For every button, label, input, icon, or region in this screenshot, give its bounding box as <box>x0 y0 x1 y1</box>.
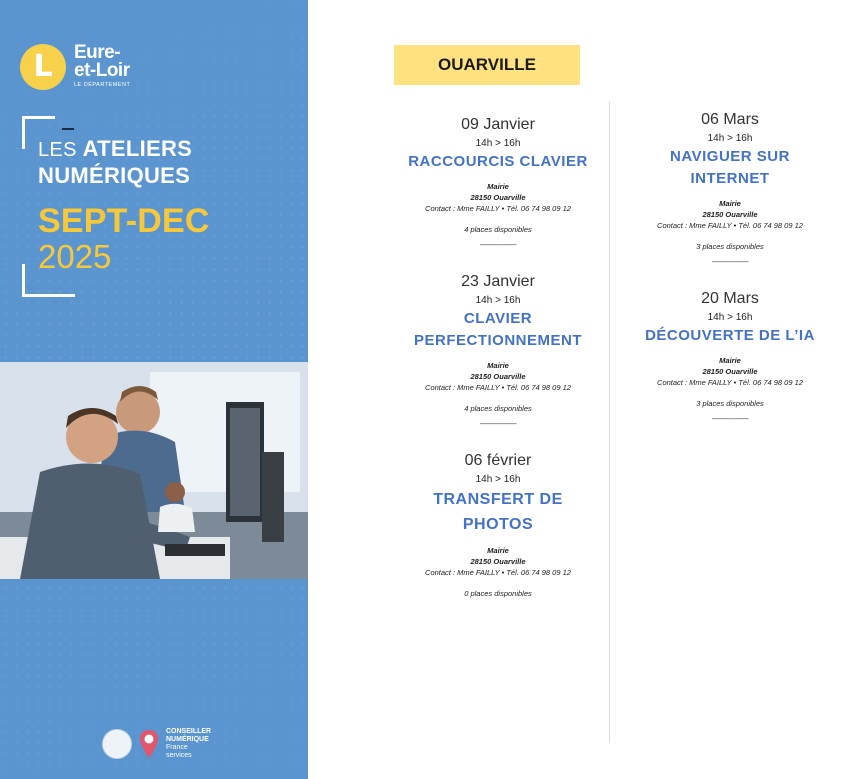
session-title-line: PERFECTIONNEMENT <box>413 332 582 349</box>
city-heading: OUARVILLE <box>394 45 580 85</box>
session-separator: -------------------- <box>479 242 517 249</box>
session-location <box>398 545 598 578</box>
session-title-line: TRANSFERT DE <box>433 491 563 508</box>
office-workers-photo <box>0 362 308 579</box>
session-postcode: 28150 Ouarville <box>470 557 526 566</box>
side-banner <box>0 0 308 779</box>
session-postcode: 28150 Ouarville <box>470 193 526 202</box>
logo-wordmark <box>74 44 130 88</box>
session-venue: Mairie <box>487 182 509 191</box>
session-availability: 3 places disponibles <box>696 399 764 408</box>
session-separator: -------------------- <box>479 421 517 428</box>
title-les: LES <box>38 139 83 161</box>
logo-line-2: et-Loir <box>74 60 130 81</box>
session-separator: -------------------- <box>711 416 749 423</box>
banner-title-line-2: NUMÉRIQUES <box>38 163 191 188</box>
session-location <box>398 360 598 393</box>
session-venue: Mairie <box>719 356 741 365</box>
session-separator: -------------------- <box>711 259 749 266</box>
session-card <box>398 273 598 428</box>
cn-line-1: CONSEILLER <box>166 728 212 735</box>
session-title-line: NAVIGUER SUR <box>670 148 790 165</box>
session-date: 23 Janvier <box>461 273 535 290</box>
session-time: 14h > 16h <box>707 133 753 144</box>
session-date: 06 Mars <box>701 111 759 128</box>
session-title-line: DÉCOUVERTE DE L’IA <box>645 327 815 344</box>
session-date: 09 Janvier <box>461 116 535 133</box>
france-relance-logo-icon <box>102 729 132 759</box>
session-card <box>398 116 598 249</box>
session-title <box>398 308 598 352</box>
session-title-line: RACCOURCIS CLAVIER <box>408 153 588 170</box>
column-divider <box>609 102 610 742</box>
logo-line-1: Eure- <box>74 42 121 63</box>
banner-period: SEPT-DEC <box>38 202 210 240</box>
session-title-line: CLAVIER <box>463 310 533 327</box>
cn-line-3: France <box>166 744 188 751</box>
session-time: 14h > 16h <box>475 138 521 149</box>
session-postcode: 28150 Ouarville <box>702 210 758 219</box>
session-postcode: 28150 Ouarville <box>702 367 758 376</box>
banner-title-line-1 <box>38 136 192 162</box>
session-contact: Contact : Mme FAILLY • Tél. 06 74 98 09 12 <box>657 378 803 387</box>
session-venue: Mairie <box>487 546 509 555</box>
eure-et-loir-logo-icon: L <box>20 44 66 90</box>
session-contact: Contact : Mme FAILLY • Tél. 06 74 98 09 12 <box>425 204 571 213</box>
session-location <box>630 198 830 231</box>
session-card <box>630 290 830 423</box>
frame-dash <box>62 128 74 130</box>
session-time: 14h > 16h <box>475 295 521 306</box>
session-title-line: INTERNET <box>690 170 770 187</box>
conseiller-numerique-pin-icon <box>140 730 158 758</box>
photo-illustration <box>0 362 308 579</box>
session-venue: Mairie <box>487 361 509 370</box>
session-location <box>398 181 598 214</box>
session-title <box>398 151 598 173</box>
session-availability: 4 places disponibles <box>464 404 532 413</box>
cn-line-2: NUMÉRIQUE <box>166 736 209 743</box>
session-time: 14h > 16h <box>475 474 521 485</box>
cn-line-4: services <box>166 752 192 759</box>
title-ateliers: ATELIERS <box>82 136 193 161</box>
session-time: 14h > 16h <box>707 312 753 323</box>
logo-subtitle: LE DÉPARTEMENT <box>74 82 131 88</box>
footer-logos <box>102 728 211 760</box>
session-location <box>630 355 830 388</box>
session-card <box>398 452 598 598</box>
session-postcode: 28150 Ouarville <box>470 372 526 381</box>
session-availability: 4 places disponibles <box>464 225 532 234</box>
session-title <box>630 325 830 347</box>
session-title <box>398 487 598 537</box>
session-date: 20 Mars <box>701 290 759 307</box>
session-contact: Contact : Mme FAILLY • Tél. 06 74 98 09 12 <box>425 568 571 577</box>
conseiller-numerique-label <box>166 728 211 760</box>
session-venue: Mairie <box>719 199 741 208</box>
session-contact: Contact : Mme FAILLY • Tél. 06 74 98 09 12 <box>425 383 571 392</box>
session-card <box>630 111 830 266</box>
session-title-line: PHOTOS <box>462 516 534 533</box>
banner-year: 2025 <box>38 238 112 275</box>
session-date: 06 février <box>464 452 532 469</box>
session-availability: 3 places disponibles <box>696 242 764 251</box>
session-availability: 0 places disponibles <box>464 589 532 598</box>
session-contact: Contact : Mme FAILLY • Tél. 06 74 98 09 12 <box>657 221 803 230</box>
session-title <box>630 146 830 190</box>
